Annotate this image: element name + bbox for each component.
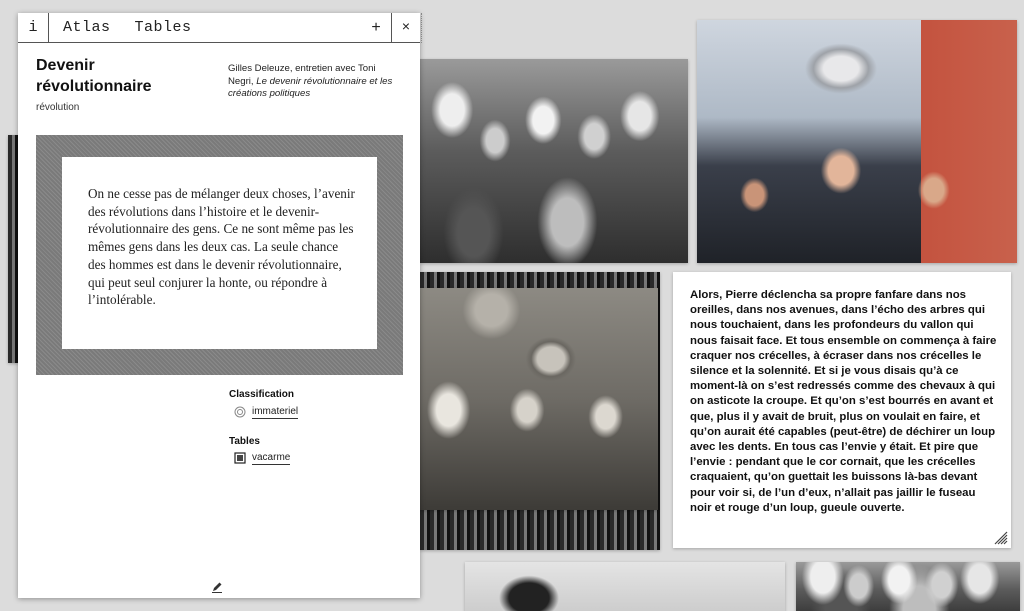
entry-panel — [18, 13, 420, 598]
photo-tile-protest-bw[interactable] — [420, 59, 688, 263]
photo-tile-crowd-sepia[interactable] — [420, 288, 658, 510]
tables-item[interactable] — [234, 450, 290, 466]
photo-tile-bottom-right[interactable] — [796, 562, 1020, 611]
tables-link[interactable]: vacarme — [252, 451, 291, 463]
pencil-icon[interactable] — [211, 581, 223, 593]
classification-item[interactable] — [234, 404, 298, 420]
close-button[interactable]: × — [391, 13, 420, 43]
text-card[interactable] — [673, 272, 1011, 548]
quote-box — [62, 157, 377, 349]
quote-frame — [36, 135, 403, 375]
entry-source — [228, 63, 400, 101]
classification-link[interactable]: immateriel — [252, 405, 299, 417]
classification-label: Classification — [229, 389, 295, 400]
app-title — [63, 13, 216, 43]
app-title-tables[interactable]: Tables — [134, 19, 192, 36]
text-card-body: Alors, Pierre déclencha sa propre fanfare dans nos oreilles, dans nos avenues, dans l’écho des arbres qui nous touchaient, dans les profondeurs du vallon qui nous faisait face. Et tous ensemble on commença à faire craquer nos crécelles, à écraser dans nos crécelles le silence et la solennité. Et si je vous disais qu’à ce moment-là on s’est redressés comme des chevaux à qui on asticote la croupe. Et qu’on s’est bourrés en avant et que, plus il y avait de bruit, plus on voulait en faire, et qu’on aurait été capables (peut-être) de déchirer un loup avec les dents. En tous cas l’envie y était. Et pire que l’envie : pendant que le cor cornait, que les crécelles craquaient, qu’on guettait les buissons là-bas devant pour voir si, de l’un d’eux, n’allait pas jaillir le fuseau noir et rouge d’un loup, gueule ouverte. — [690, 289, 997, 514]
source-title: Le devenir révolutionnaire et les créations politiques — [228, 75, 393, 100]
entry-subtitle: révolution — [36, 102, 80, 113]
tables-label: Tables — [229, 436, 260, 447]
source-author: Gilles Deleuze, entretien avec Toni Negri, — [228, 63, 376, 87]
header-dotted-edge — [420, 13, 422, 43]
app-title-atlas[interactable]: Atlas — [63, 19, 111, 36]
photo-tile-bottom-center[interactable] — [465, 562, 785, 611]
square-icon — [234, 452, 246, 464]
entry-title: Devenir révolutionnaire — [36, 57, 152, 95]
resize-handle-icon[interactable] — [994, 531, 1008, 545]
add-button[interactable]: + — [371, 19, 381, 37]
quote-text: On ne cesse pas de mélanger deux choses, l’avenir des révolutions dans l’histoire et le devenir-révolutionnaire des gens. Ce ne sont même pas les mêmes gens dans les deux cas. La seule chance des hommes est dans le devenir révolutionnaire, qui peut seul conjurer la honte, ou répondre à l’intolérable. — [88, 186, 355, 308]
photo-tile-pots-color[interactable] — [697, 20, 1017, 263]
panel-header — [18, 13, 420, 43]
info-button[interactable]: i — [18, 13, 49, 43]
target-icon — [234, 406, 246, 418]
